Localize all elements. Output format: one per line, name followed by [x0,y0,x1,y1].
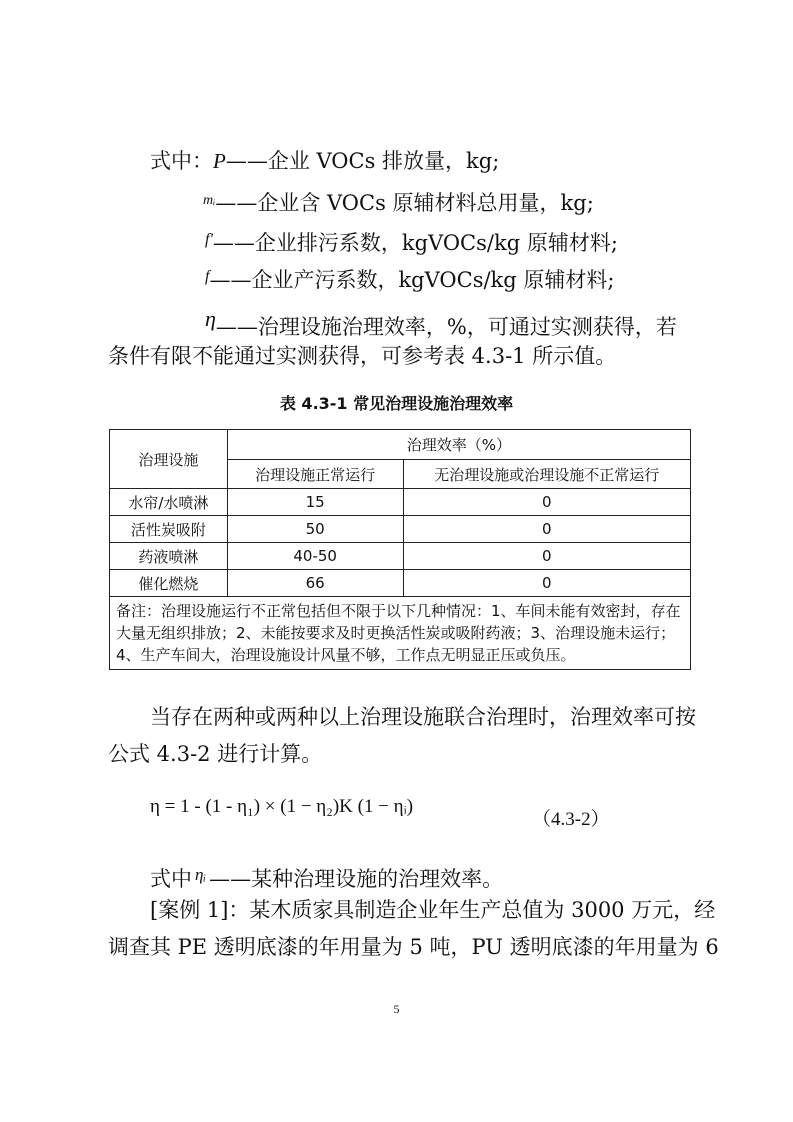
header-efficiency-group: 治理效率（%） [227,430,690,460]
definition-continuation: 条件有限不能通过实测获得，可参考表 4.3-1 所示值。 [108,344,617,368]
row-normal: 15 [227,489,403,516]
header-facility: 治理设施 [110,430,228,489]
symbol-eta: η [205,306,216,331]
table-row [110,489,691,516]
table-row [110,570,691,597]
row-name: 催化燃烧 [110,570,228,597]
definition-f-prime [205,225,618,258]
row-abnormal: 0 [403,570,690,597]
example-line-1: [案例 1]：某木质家具制造企业年生产总值为 3000 万元，经 [150,898,716,922]
definition-text: ——治理设施治理效率，%，可通过实测获得，若 [215,315,677,339]
formula-def-text: ——某种治理设施的治理效率。 [209,867,504,891]
definition-mi [203,186,594,218]
row-name: 水帘/水喷淋 [110,489,228,516]
table-caption: 表 4.3-1 常见治理设施治理效率 [279,394,514,413]
symbol-eta-i: ηᵢ [195,865,207,884]
row-abnormal: 0 [403,489,690,516]
example-line-2: 调查其 PE 透明底漆的年用量为 5 吨，PU 透明底漆的年用量为 6 [108,935,719,959]
row-name: 活性炭吸附 [110,516,228,543]
formula-number: （4.3-2） [532,809,610,830]
table-note: 备注：治理设施运行不正常包括但不限于以下几种情况：1、车间未能有效密封，存在大量无组织排放；2、未能按要求及时更换活性炭或吸附药液；3、治理设施未运行；4、生产车间大，治理设施设计风量不够，工作点无明显正压或负压。 [110,597,691,670]
definition-text: ——企业含 VOCs 原辅材料总用量，kg; [215,191,594,215]
row-name: 药液喷淋 [110,543,228,570]
row-normal: 50 [227,516,403,543]
efficiency-table [109,429,691,670]
definition-prefix: 式中： [150,149,213,173]
header-normal: 治理设施正常运行 [227,460,403,489]
row-abnormal: 0 [403,543,690,570]
paragraph-line-1: 当存在两种或两种以上治理设施联合治理时，治理效率可按 [150,705,696,729]
table-row [110,516,691,543]
symbol-p: P [213,149,226,173]
formula-def-prefix: 式中 [150,867,192,891]
definition-text: ——企业产污系数，kgVOCs/kg 原辅材料; [209,268,615,292]
row-normal: 40-50 [227,543,403,570]
definition-eta [205,304,677,342]
header-abnormal: 无治理设施或治理设施不正常运行 [403,460,690,489]
paragraph-line-2: 公式 4.3-2 进行计算。 [108,742,323,766]
row-abnormal: 0 [403,516,690,543]
definition-text: ——企业排污系数，kgVOCs/kg 原辅材料; [212,231,618,255]
table-row [110,543,691,570]
formula-4-3-2: η = 1 - (1 - η₁) × (1 − η₂)K (1 − ηᵢ) [150,796,414,817]
definition-text: ——企业 VOCs 排放量，kg; [225,149,500,173]
symbol-f-prime: f' [205,231,213,248]
symbol-f: f [205,268,210,285]
definition-p [150,146,499,176]
definition-f [205,262,614,295]
table-header-row [110,430,691,460]
table-note-row [110,597,691,670]
formula-definition [150,860,503,894]
row-normal: 66 [227,570,403,597]
symbol-mi: mᵢ [203,193,216,208]
page-number: 5 [393,1002,400,1016]
